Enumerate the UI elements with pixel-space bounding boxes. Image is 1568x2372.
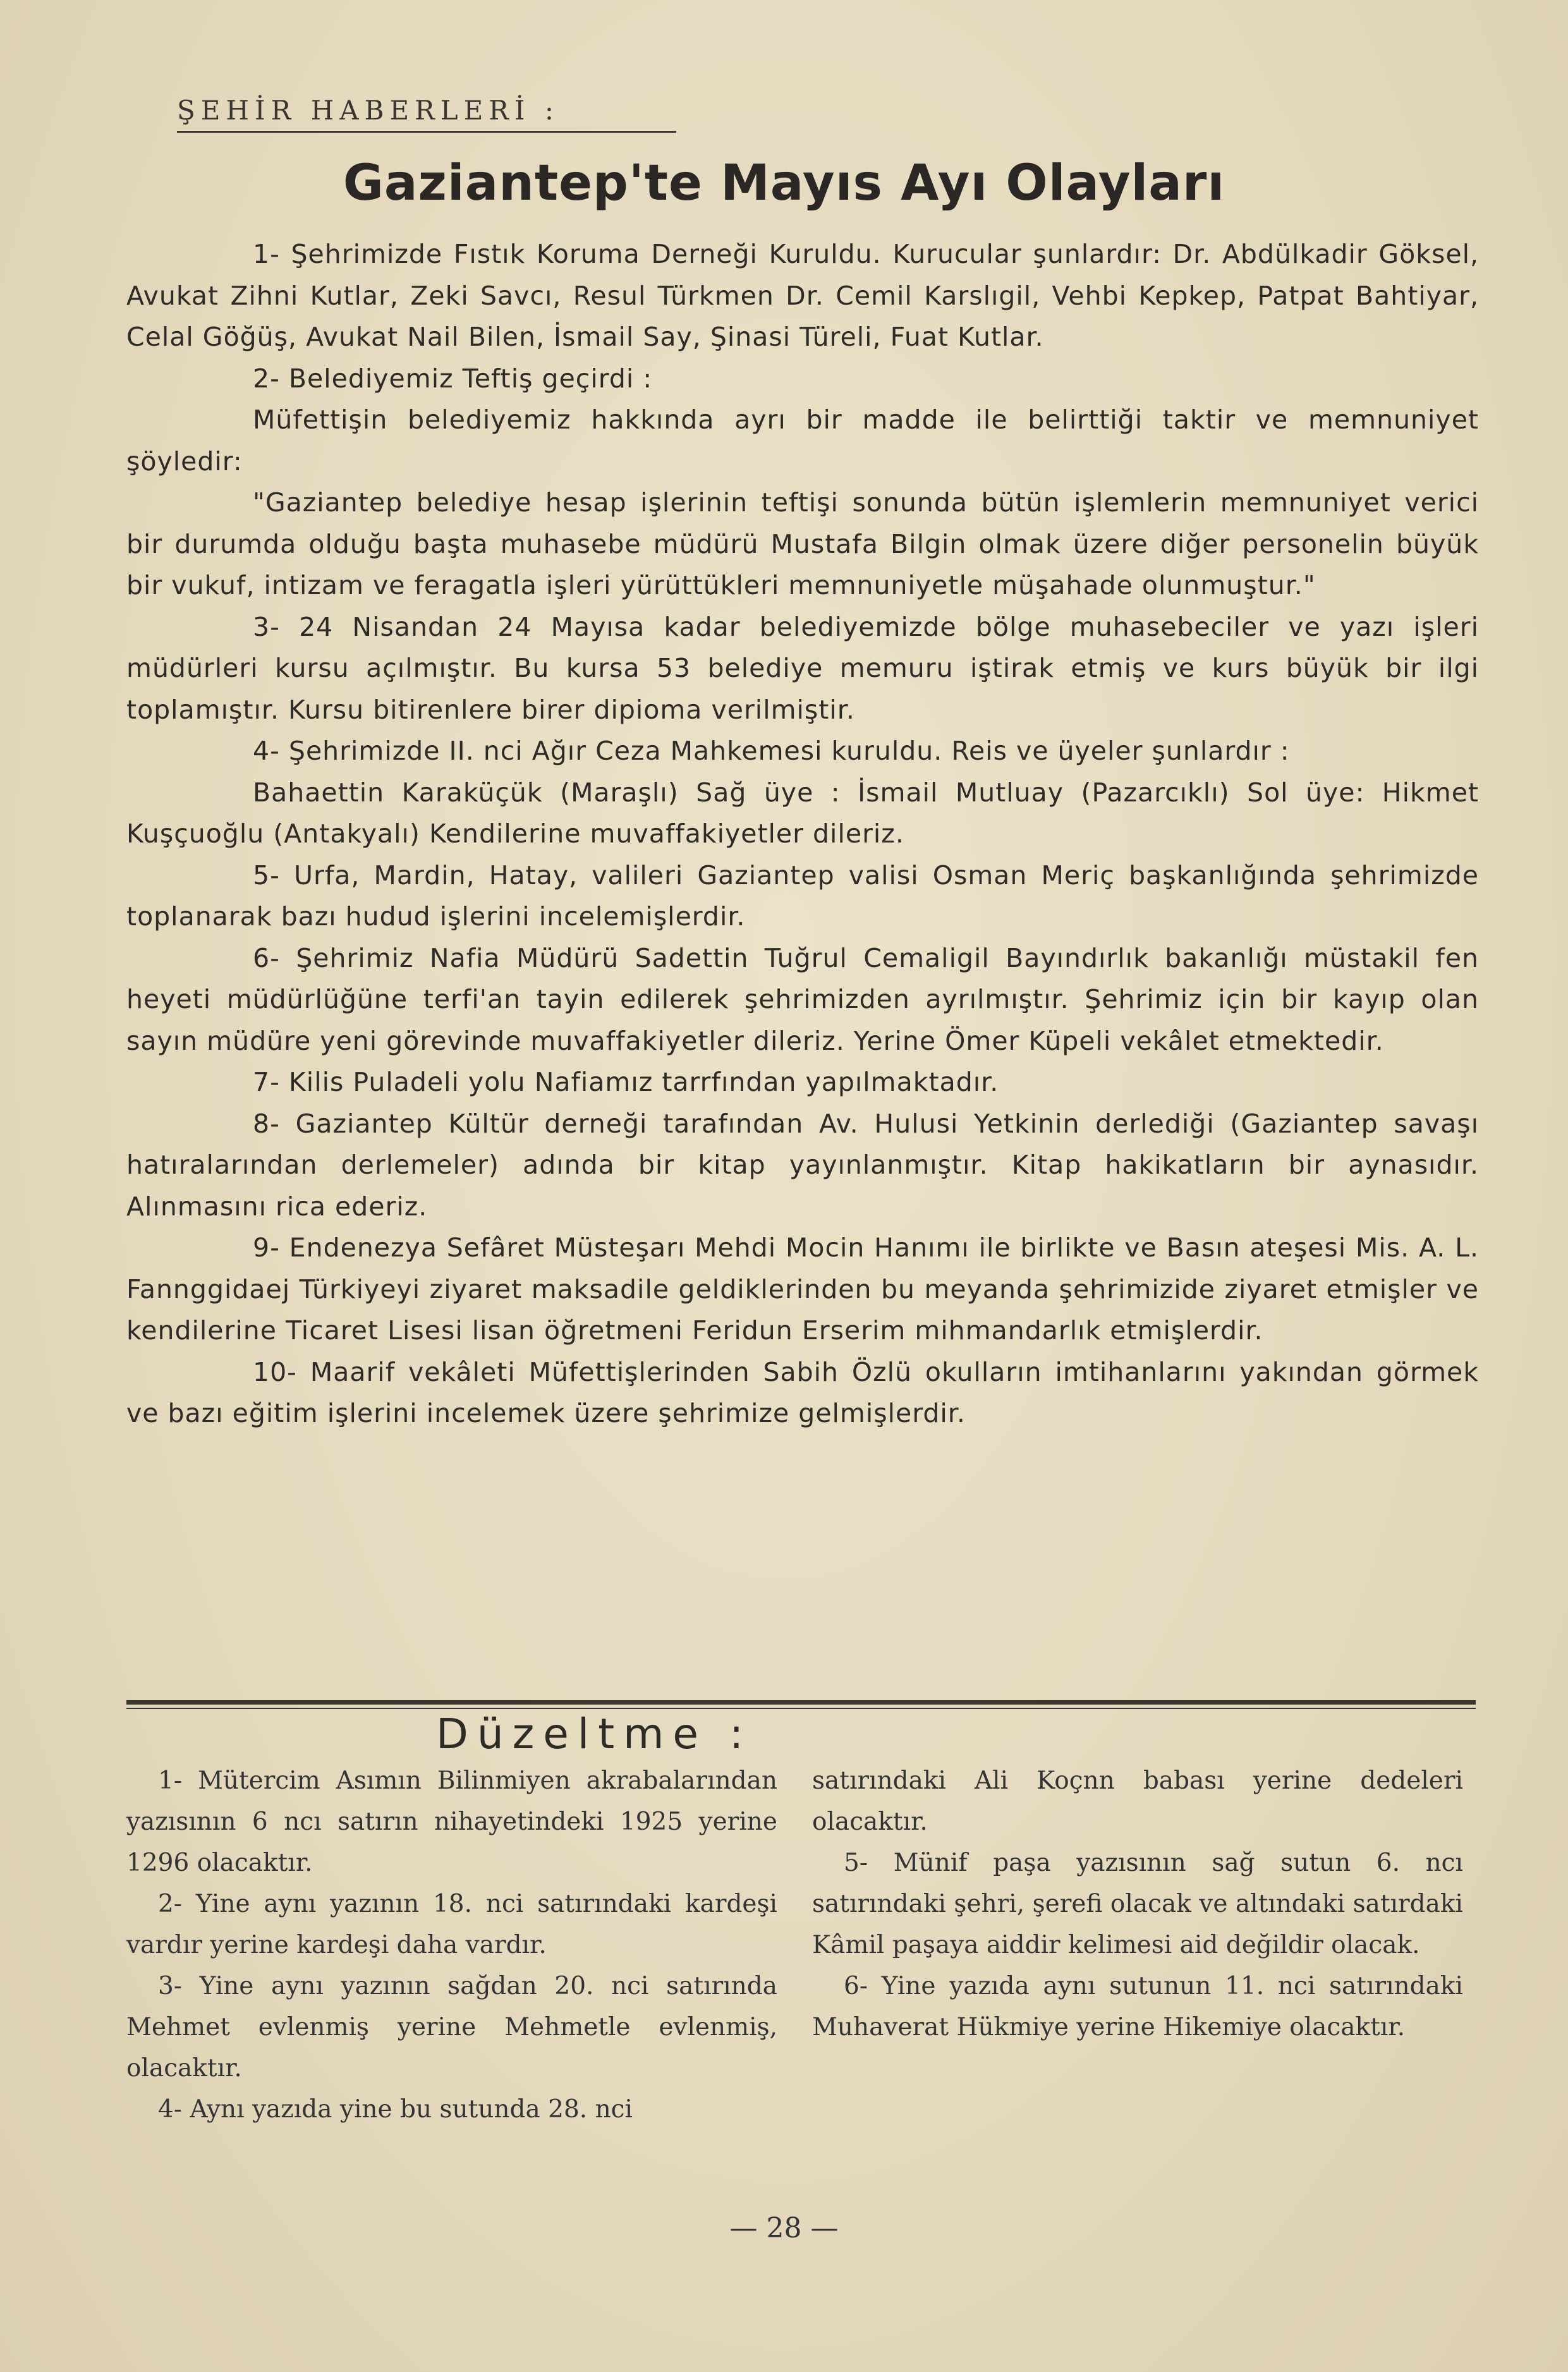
news-item-7: 7- Kilis Puladeli yolu Nafiamız tarrfından yapılmaktadır. xyxy=(253,1067,999,1097)
section-heading: ŞEHİR HABERLERİ : xyxy=(177,95,676,133)
correction-6: 6- Yine yazıda aynı sutunun 11. nci satırındaki Muhaverat Hükmiye yerine Hikemiye olacaktır. xyxy=(812,1972,1463,2041)
news-item-3: 3- 24 Nisandan 24 Mayısa kadar belediyemizde bölge muhasebeciler ve yazı işleri müdürleri kursu açılmıştır. Bu kursa 53 belediye memuru iştirak etmiş ve kurs büyük bir ilgi toplamıştır. Kursu bitirenlere birer dipioma verilmiştir. xyxy=(126,611,1479,725)
corrections-left-column xyxy=(126,1760,777,2130)
news-item-10: 10- Maarif vekâleti Müfettişlerinden Sabih Özlü okulların imtihanlarını yakından görmek ve bazı eğitim işlerini incelemek üzere şehrimize gelmişlerdir. xyxy=(126,1356,1479,1428)
article-title: Gaziantep'te Mayıs Ayı Olayları xyxy=(343,155,1225,212)
news-item-2-intro: Müfettişin belediyemiz hakkında ayrı bir madde ile belirttiği taktir ve memnuniyet şöyledir: xyxy=(126,404,1479,477)
news-item-8: 8- Gaziantep Kültür derneği tarafından Av. Hulusi Yetkinin derlediği (Gaziantep savaşı hatıralarından derlemeler) adında bir kitap yayınlanmıştır. Kitap hakikatların bir aynasıdır. Alınmasını rica ederiz. xyxy=(126,1108,1479,1222)
news-item-9: 9- Endenezya Sefâret Müsteşarı Mehdi Mocin Hanımı ile birlikte ve Basın ateşesi Mis. A. L. Fannggidaej Türkiyeyi ziyaret maksadile geldiklerinden bu meyanda şehrimizide ziyaret etmişler ve kendilerine Ticaret Lisesi lisan öğretmeni Feridun Erserim mihmandarlık etmişlerdir. xyxy=(126,1232,1479,1346)
news-item-6: 6- Şehrimiz Nafia Müdürü Sadettin Tuğrul Cemaligil Bayındırlık bakanlığı müstakil fen heyeti müdürlüğüne terfi'an tayin edilerek şehrimizden ayrılmıştır. Şehrimiz için bir kayıp olan sayın müdüre yeni görevinde muvaffakiyetler dileriz. Yerine Ömer Küpeli vekâlet etmektedir. xyxy=(126,942,1479,1056)
news-item-5: 5- Urfa, Mardin, Hatay, valileri Gaziantep valisi Osman Meriç başkanlığında şehrimizde toplanarak bazı hudud işlerini incelemişlerdir. xyxy=(126,860,1479,932)
news-item-4-members: Bahaettin Karaküçük (Maraşlı) Sağ üye : İsmail Mutluay (Pazarcıklı) Sol üye: Hikmet Kuşçuoğlu (Antakyalı) Kendilerine muvaffakiyetler dileriz. xyxy=(126,777,1479,849)
news-item-4: 4- Şehrimizde II. nci Ağır Ceza Mahkemesi kuruldu. Reis ve üyeler şunlardır : xyxy=(253,736,1290,766)
correction-3: 3- Yine aynı yazının sağdan 20. nci satırında Mehmet evlenmiş yerine Mehmetle evlenmiş, olacaktır. xyxy=(126,1972,777,2083)
corrections-right-column xyxy=(812,1760,1463,2048)
correction-4-end: satırındaki Ali Koçnn babası yerine dedeleri olacaktır. xyxy=(812,1767,1463,1836)
correction-5: 5- Münif paşa yazısının sağ sutun 6. ncı satırındaki şehri, şerefi olacak ve altındaki satırdaki Kâmil paşaya aiddir kelimesi aid değildir olacak. xyxy=(812,1849,1463,1959)
news-item-2-quote: "Gaziantep belediye hesap işlerinin teftişi sonunda bütün işlemlerin memnuniyet verici bir durumda olduğu başta muhasebe müdürü Mustafa Bilgin olmak üzere diğer personelin büyük bir vukuf, intizam ve feragatla işleri yürüttükleri memnuniyetle müşahade olunmuştur." xyxy=(126,487,1479,600)
divider-thin xyxy=(126,1708,1476,1709)
news-item-1: 1- Şehrimizde Fıstık Koruma Derneği Kuruldu. Kurucular şunlardır: Dr. Abdülkadir Göksel, Avukat Zihni Kutlar, Zeki Savcı, Resul Türkmen Dr. Cemil Karslıgil, Vehbi Kepkep, Patpat Bahtiyar, Celal Göğüş, Avukat Nail Bilen, İsmail Say, Şinasi Türeli, Fuat Kutlar. xyxy=(126,239,1479,352)
correction-1: 1- Mütercim Asımın Bilinmiyen akrabalarından yazısının 6 ncı satırın nihayetindeki 1925 yerine 1296 olacaktır. xyxy=(126,1767,777,1877)
corrections-title: Düzeltme : xyxy=(436,1710,753,1758)
correction-4-start: 4- Aynı yazıda yine bu sutunda 28. nci xyxy=(158,2095,633,2124)
page-number: — 28 — xyxy=(729,2212,839,2244)
correction-2: 2- Yine aynı yazının 18. nci satırındaki kardeşi vardır yerine kardeşi daha vardır. xyxy=(126,1890,777,1959)
divider-thick xyxy=(126,1700,1476,1705)
article-body xyxy=(126,234,1479,1435)
news-item-2-heading: 2- Belediyemiz Teftiş geçirdi : xyxy=(253,363,653,394)
